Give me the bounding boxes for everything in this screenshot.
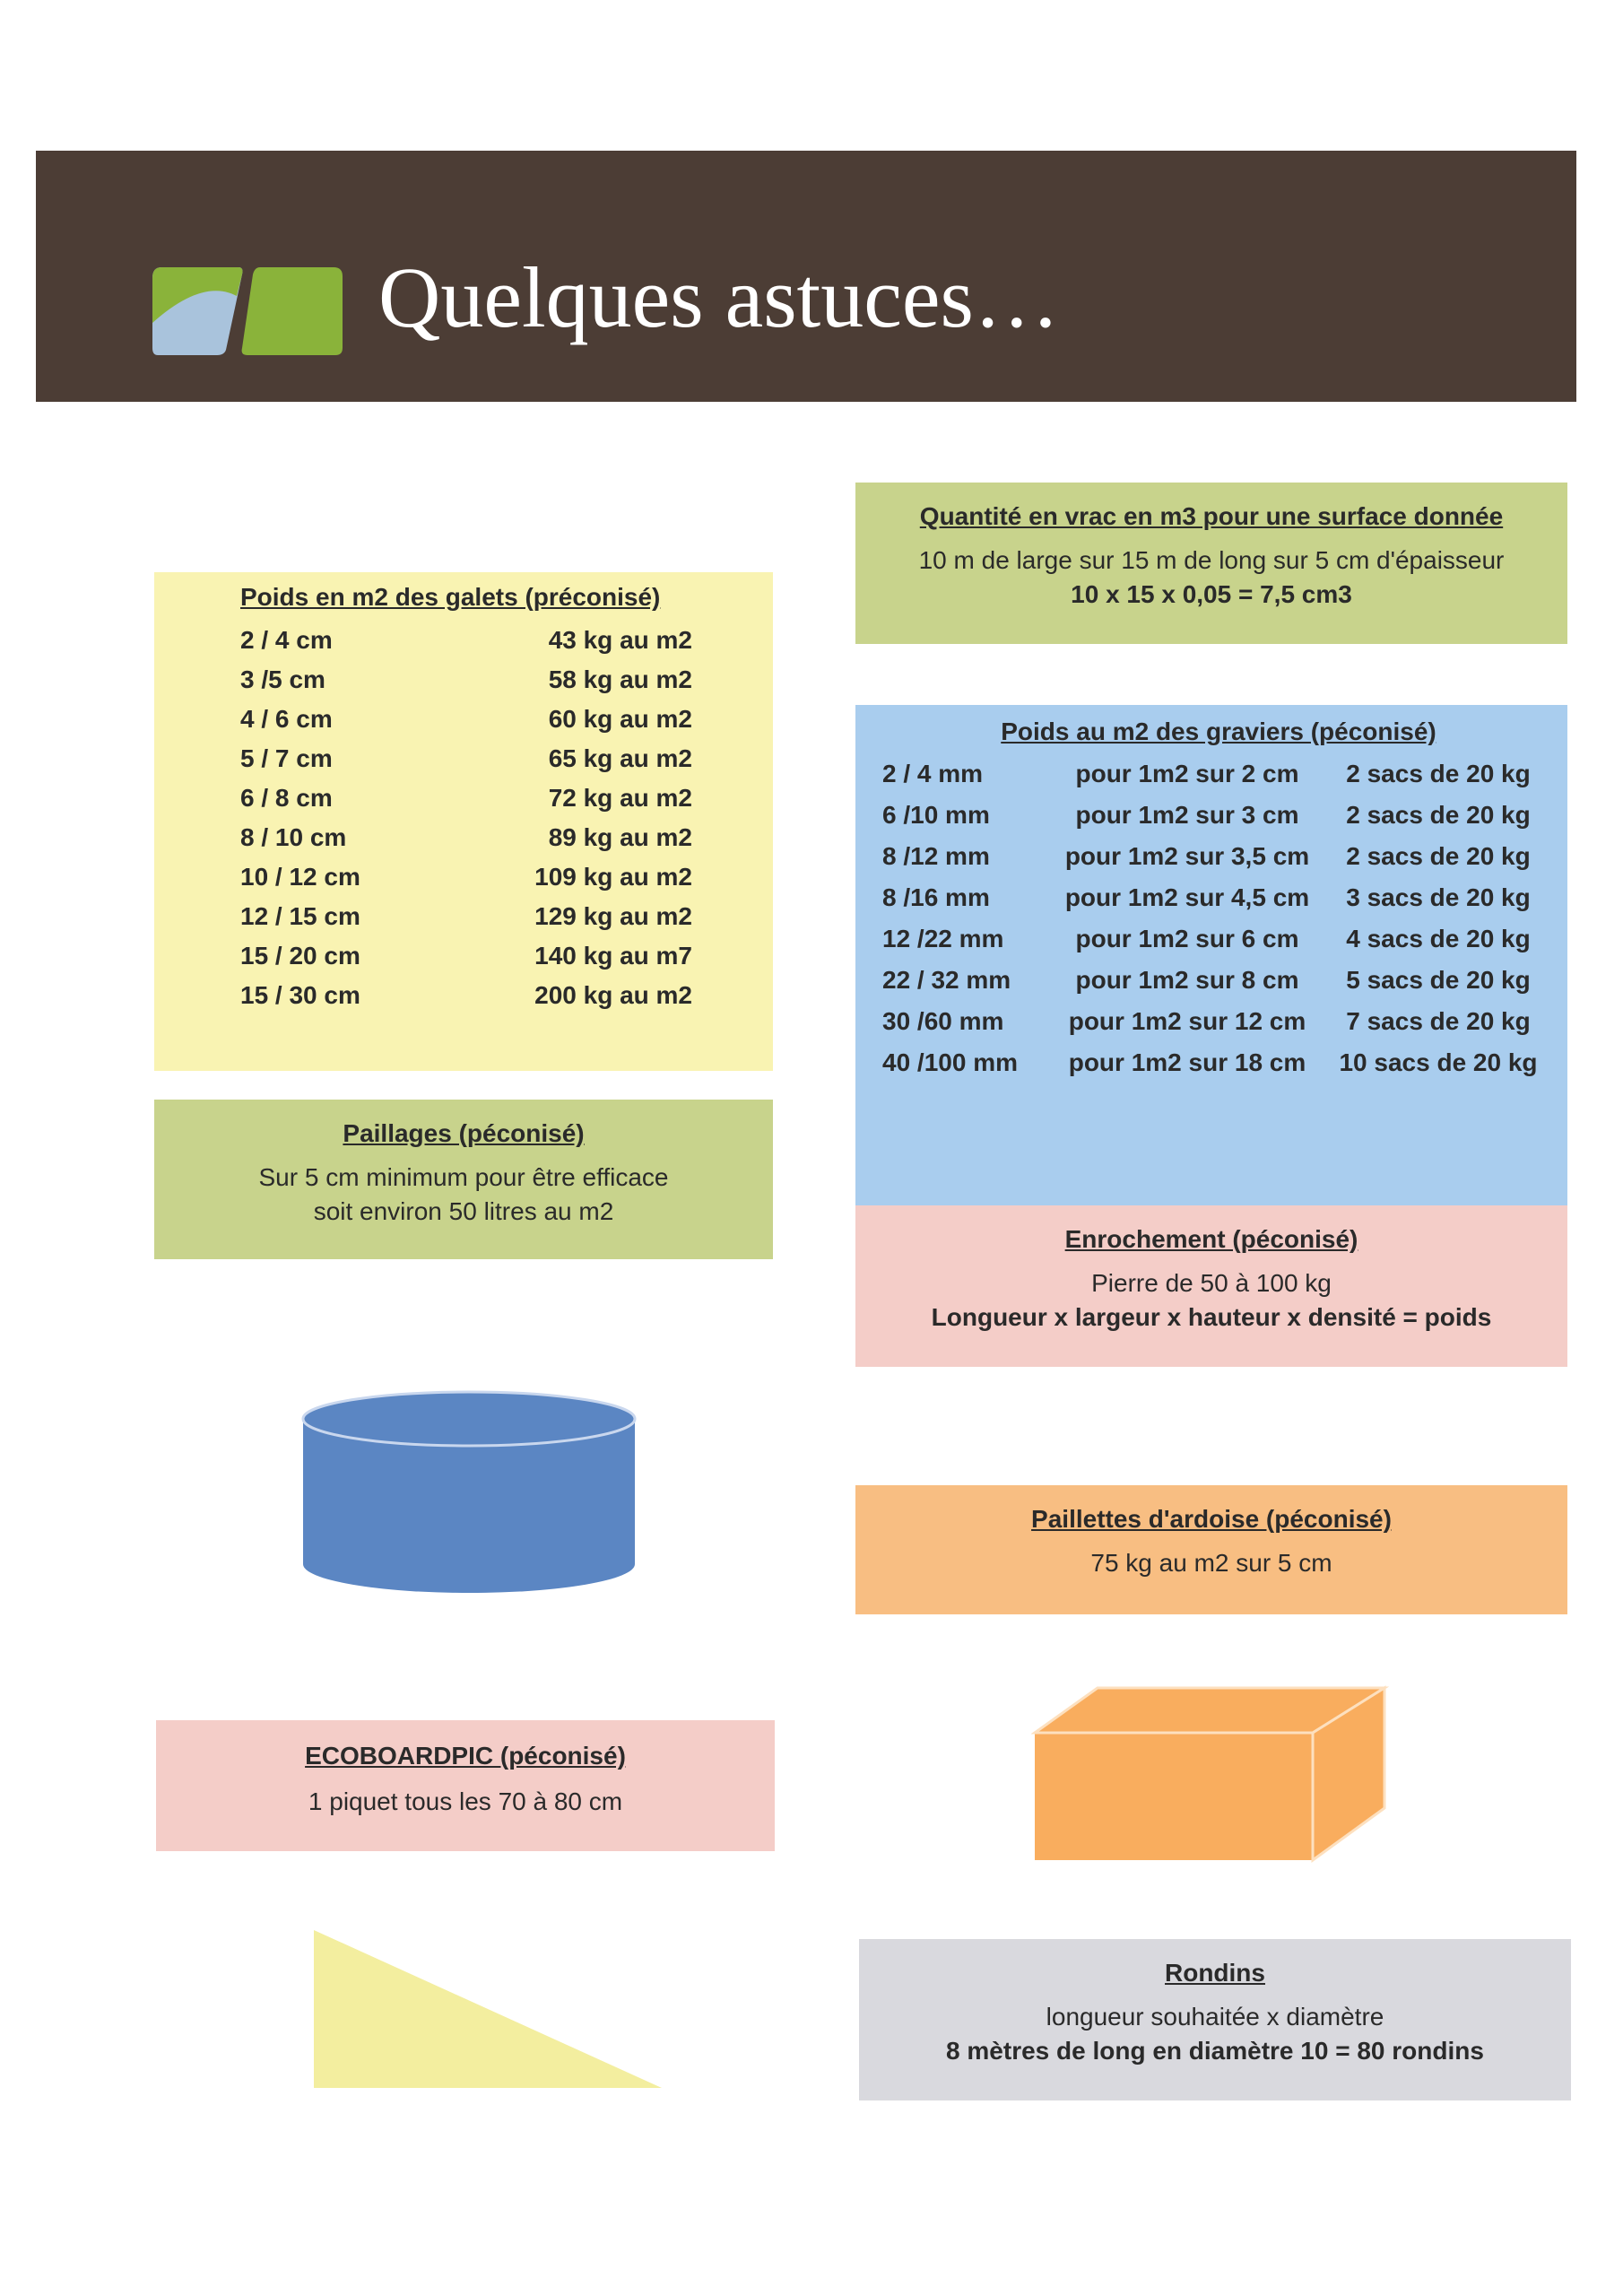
- galets-size-cell: 6 / 8 cm: [240, 784, 333, 812]
- graviers-size-cell: 40 /100 mm: [882, 1048, 1018, 1076]
- graviers-depth-cell: pour 1m2 sur 3,5 cm: [1064, 842, 1310, 870]
- graviers-depth-cell: pour 1m2 sur 2 cm: [1075, 760, 1299, 787]
- galets-weight-cell: 72 kg au m2: [548, 784, 692, 812]
- graviers-table: [882, 753, 1555, 1083]
- graviers-bags-cell: 2 sacs de 20 kg: [1346, 801, 1531, 829]
- graviers-bags-cell: 2 sacs de 20 kg: [1346, 760, 1531, 787]
- graviers-bags-cell: 4 sacs de 20 kg: [1346, 925, 1531, 952]
- graviers-bags-cell: 5 sacs de 20 kg: [1346, 966, 1531, 994]
- cylinder-shape: [299, 1388, 638, 1596]
- ecoboard-box: [156, 1720, 775, 1851]
- galets-size-cell: 15 / 30 cm: [240, 981, 360, 1009]
- paillettes-line-1: 75 kg au m2 sur 5 cm: [1090, 1549, 1332, 1577]
- galets-size-cell: 5 / 7 cm: [240, 744, 333, 772]
- paillages-box: [154, 1100, 773, 1259]
- paillettes-title: Paillettes d'ardoise (péconisé): [1031, 1505, 1392, 1533]
- rondins-line-1: longueur souhaitée x diamètre: [1046, 2003, 1384, 2031]
- paillettes-box: [855, 1485, 1567, 1614]
- enrochement-title: Enrochement (péconisé): [1064, 1225, 1358, 1253]
- page-title: Quelques astuces…: [378, 249, 1060, 345]
- logo-icon: [149, 260, 346, 359]
- graviers-bags-cell: 7 sacs de 20 kg: [1346, 1007, 1531, 1035]
- graviers-size-cell: 8 /16 mm: [882, 883, 990, 911]
- paillages-title: Paillages (péconisé): [343, 1119, 585, 1147]
- galets-weight-cell: 129 kg au m2: [534, 902, 692, 930]
- galets-weight-cell: 65 kg au m2: [548, 744, 692, 772]
- page-header: [36, 151, 1576, 402]
- galets-size-cell: 3 /5 cm: [240, 665, 325, 693]
- galets-size-cell: 15 / 20 cm: [240, 942, 360, 970]
- ecoboard-line-1: 1 piquet tous les 70 à 80 cm: [308, 1787, 623, 1815]
- paillages-line-2: soit environ 50 litres au m2: [313, 1197, 614, 1225]
- rondins-box: [859, 1939, 1571, 2100]
- graviers-title: Poids au m2 des graviers (péconisé): [1001, 718, 1436, 745]
- triangle-shape: [312, 1928, 664, 2090]
- graviers-depth-cell: pour 1m2 sur 6 cm: [1075, 925, 1299, 952]
- graviers-size-cell: 30 /60 mm: [882, 1007, 1004, 1035]
- vrac-line-1: 10 m de large sur 15 m de long sur 5 cm d'épaisseur: [918, 546, 1505, 574]
- galets-weight-cell: 109 kg au m2: [534, 863, 692, 891]
- galets-size-cell: 4 / 6 cm: [240, 705, 333, 733]
- graviers-size-cell: 2 / 4 mm: [882, 760, 984, 787]
- galets-size-cell: 8 / 10 cm: [240, 823, 347, 851]
- enrochement-line-1: Pierre de 50 à 100 kg: [1091, 1269, 1332, 1297]
- graviers-size-cell: 12 /22 mm: [882, 925, 1004, 952]
- galets-weight-cell: 60 kg au m2: [548, 705, 692, 733]
- graviers-bags-cell: 10 sacs de 20 kg: [1339, 1048, 1538, 1076]
- ecoboard-title: ECOBOARDPIC (péconisé): [305, 1742, 626, 1770]
- graviers-depth-cell: pour 1m2 sur 18 cm: [1068, 1048, 1306, 1076]
- galets-size-cell: 10 / 12 cm: [240, 863, 360, 891]
- vrac-line-2: 10 x 15 x 0,05 = 7,5 cm3: [1071, 580, 1352, 608]
- graviers-depth-cell: pour 1m2 sur 3 cm: [1075, 801, 1299, 829]
- graviers-bags-cell: 2 sacs de 20 kg: [1346, 842, 1531, 870]
- cube-shape: [1031, 1684, 1390, 1864]
- graviers-size-cell: 8 /12 mm: [882, 842, 990, 870]
- graviers-size-cell: 22 / 32 mm: [882, 966, 1011, 994]
- rondins-line-2: 8 mètres de long en diamètre 10 = 80 rondins: [946, 2037, 1484, 2065]
- galets-size-cell: 2 / 4 cm: [240, 626, 333, 654]
- graviers-depth-cell: pour 1m2 sur 8 cm: [1075, 966, 1299, 994]
- galets-table: [240, 621, 773, 1015]
- vrac-title: Quantité en vrac en m3 pour une surface donnée: [919, 502, 1504, 530]
- graviers-depth-cell: pour 1m2 sur 12 cm: [1068, 1007, 1306, 1035]
- galets-size-cell: 12 / 15 cm: [240, 902, 360, 930]
- enrochement-box: [855, 1205, 1567, 1367]
- galets-weight-cell: 140 kg au m7: [534, 942, 692, 970]
- enrochement-line-2: Longueur x largeur x hauteur x densité = poids: [931, 1303, 1492, 1331]
- galets-weight-cell: 43 kg au m2: [548, 626, 692, 654]
- graviers-bags-cell: 3 sacs de 20 kg: [1346, 883, 1531, 911]
- rondins-title: Rondins: [1165, 1959, 1265, 1987]
- graviers-box: [855, 705, 1567, 1205]
- graviers-depth-cell: pour 1m2 sur 4,5 cm: [1064, 883, 1310, 911]
- paillages-line-1: Sur 5 cm minimum pour être efficace: [258, 1163, 669, 1191]
- galets-title: Poids en m2 des galets (préconisé): [240, 583, 661, 611]
- graviers-size-cell: 6 /10 mm: [882, 801, 990, 829]
- galets-weight-cell: 89 kg au m2: [548, 823, 692, 851]
- vrac-box: [855, 483, 1567, 644]
- galets-weight-cell: 58 kg au m2: [548, 665, 692, 693]
- galets-weight-cell: 200 kg au m2: [534, 981, 692, 1009]
- galets-box: [154, 572, 773, 1071]
